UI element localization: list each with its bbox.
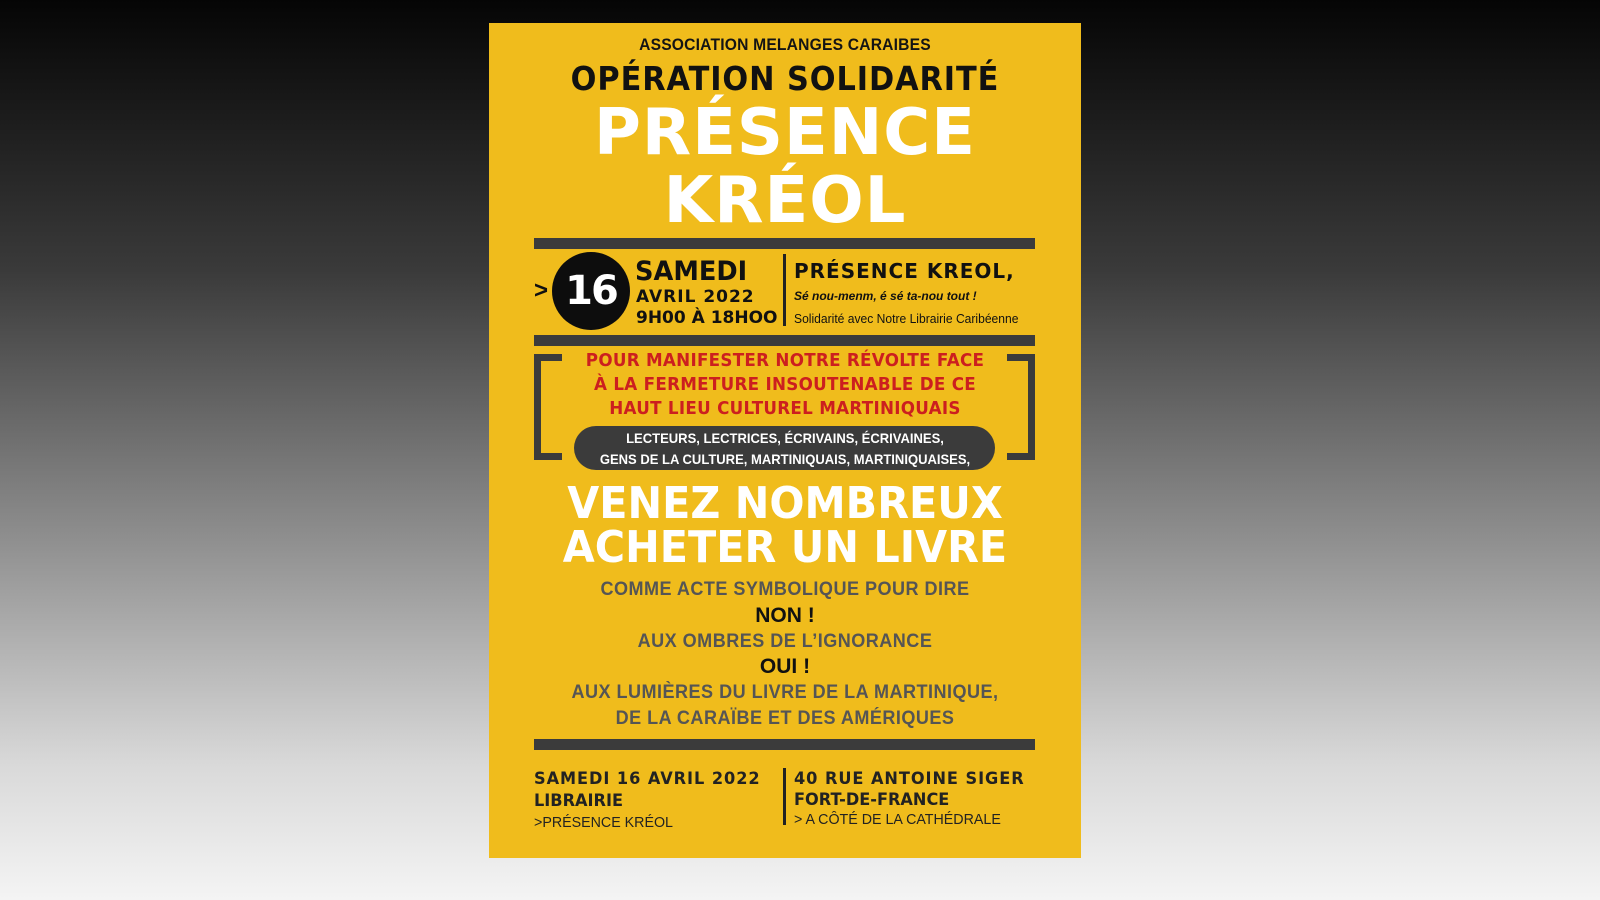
audience-line: LECTEURS, LECTRICES, ÉCRIVAINS, ÉCRIVAINES, [626, 430, 944, 446]
revolt-line: À LA FERMETURE INSOUTENABLE DE CE [594, 374, 976, 395]
day-number: 16 [565, 268, 617, 314]
audience-line: GENS DE LA CULTURE, MARTINIQUAIS, MARTINIQUAISES, [599, 451, 971, 467]
info-slogan: Sé nou-menm, é sé ta-nou tout ! [794, 289, 977, 303]
day-circle [552, 252, 630, 330]
vertical-separator [783, 254, 786, 326]
divider-bar-top [534, 238, 1035, 249]
arrow-glyph: > [534, 277, 549, 304]
poster-title-line2: KRÉOL [663, 164, 907, 238]
footer-street: 40 RUE ANTOINE SIGER [794, 769, 1025, 789]
footer-city: FORT-DE-FRANCE [794, 790, 950, 810]
event-poster [489, 23, 1081, 858]
association-name: ASSOCIATION MELANGES CARAIBES [639, 35, 931, 54]
info-solidarity: Solidarité avec Notre Librairie Caribéenne [794, 311, 1019, 326]
message-non: NON ! [755, 604, 815, 627]
footer-place: LIBRAIRIE [534, 791, 624, 811]
footer-separator [783, 768, 786, 825]
message-line: AUX LUMIÈRES DU LIVRE DE LA MARTINIQUE, [571, 682, 999, 703]
operation-title: OPÉRATION SOLIDARITÉ [570, 59, 1000, 98]
divider-bar-middle [534, 335, 1035, 346]
revolt-line: POUR MANIFESTER NOTRE RÉVOLTE FACE [585, 350, 985, 371]
footer-shop-name: >PRÉSENCE KRÉOL [534, 814, 673, 831]
call-to-action-line1: VENEZ NOMBREUX [567, 478, 1003, 529]
revolt-line: HAUT LIEU CULTUREL MARTINIQUAIS [609, 398, 961, 419]
info-name: PRÉSENCE KREOL, [794, 259, 1015, 283]
message-line: AUX OMBRES DE L’IGNORANCE [637, 631, 933, 652]
footer-landmark: > A CÔTÉ DE LA CATHÉDRALE [794, 811, 1001, 828]
month-year-label: AVRIL 2022 [636, 287, 755, 307]
message-line: DE LA CARAÏBE ET DES AMÉRIQUES [615, 708, 955, 729]
call-to-action-line2: ACHETER UN LIVRE [562, 522, 1008, 573]
message-line: COMME ACTE SYMBOLIQUE POUR DIRE [600, 579, 970, 600]
footer-date: SAMEDI 16 AVRIL 2022 [534, 769, 761, 789]
weekday-label: SAMEDI [635, 256, 748, 287]
hours-label: 9H00 À 18HOO [636, 308, 778, 328]
poster-title-line1: PRÉSENCE [594, 96, 976, 170]
message-oui: OUI ! [759, 655, 811, 678]
divider-bar-bottom [534, 739, 1035, 750]
